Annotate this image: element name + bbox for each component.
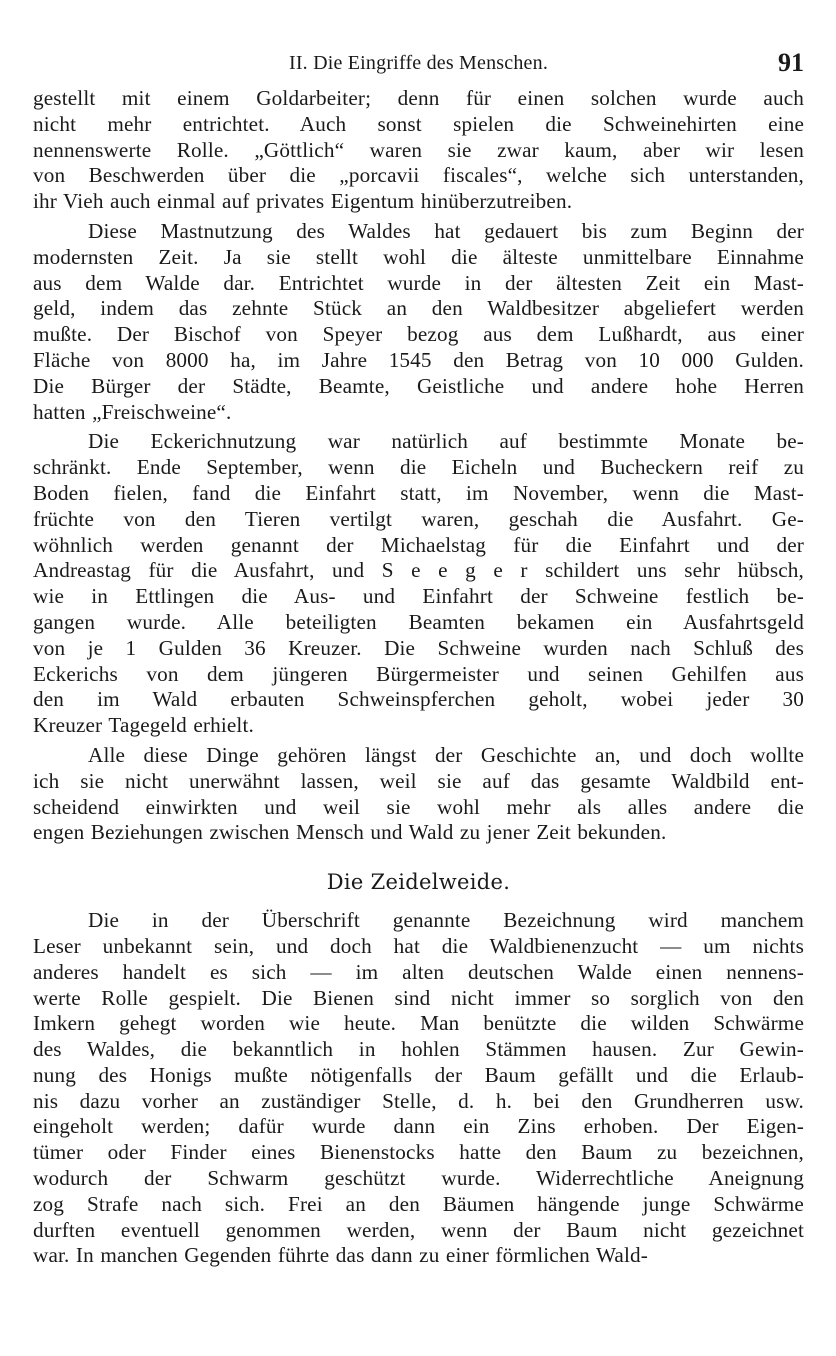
text-line: war. In manchen Gegenden führte das dann zu einer förmlichen Wald- <box>33 1243 648 1268</box>
text-line: nis dazu vorher an zuständiger Stelle, d. h. bei den Grundherren usw. <box>33 1088 804 1113</box>
text-line: Boden fielen, fand die Einfahrt statt, im November, wenn die Mast- <box>33 480 804 505</box>
text-line: hatten „Freischweine“. <box>33 399 232 424</box>
text-line: Kreuzer Tagegeld erhielt. <box>33 713 254 738</box>
text-line: von Beschwerden über die „porcavii fiscales“, welche sich unterstanden, <box>33 163 804 188</box>
text-line: wöhnlich werden genannt der Michaelstag für die Einfahrt und der <box>33 532 804 557</box>
paragraph <box>33 429 804 739</box>
paragraph <box>33 219 804 425</box>
text-line: modernsten Zeit. Ja sie stellt wohl die älteste unmittelbare Einnahme <box>33 244 804 269</box>
text-line: durften eventuell genommen werden, wenn der Baum nicht gezeichnet <box>33 1217 804 1242</box>
text-line: nennenswerte Rolle. „Göttlich“ waren sie zwar kaum, aber wir lesen <box>33 137 804 162</box>
paragraph <box>33 908 804 1269</box>
running-head <box>33 46 804 86</box>
text-line: geld, indem das zehnte Stück an den Waldbesitzer abgeliefert werden <box>33 296 804 321</box>
text-line: aus dem Walde dar. Entrichtet wurde in der ältesten Zeit ein Mast- <box>33 270 804 295</box>
text-line: des Waldes, die bekanntlich in hohlen Stämmen hausen. Zur Gewin- <box>33 1037 804 1062</box>
text-line: anderes handelt es sich — im alten deutschen Walde einen nennens- <box>33 959 804 984</box>
text-line: Eckerichs von dem jüngeren Bürgermeister und seinen Gehilfen aus <box>33 661 804 686</box>
section-text <box>33 908 804 1269</box>
text-line: Leser unbekannt sein, und doch hat die Waldbienenzucht — um nichts <box>33 933 804 958</box>
text-line: nicht mehr entrichtet. Auch sonst spielen die Schweinehirten eine <box>33 111 804 136</box>
text-line: Diese Mastnutzung des Waldes hat gedauert bis zum Beginn der <box>88 218 804 243</box>
text-line: tümer oder Finder eines Bienenstocks hatte den Baum zu bezeichnen, <box>33 1140 804 1165</box>
text-line: Die in der Überschrift genannte Bezeichnung wird manchem <box>88 908 804 933</box>
text-line: gangen wurde. Alle beteiligten Beamten bekamen ein Ausfahrtsgeld <box>33 609 804 634</box>
text-line: ihr Vieh auch einmal auf privates Eigentum hinüberzutreiben. <box>33 189 573 214</box>
text-line: scheidend einwirkten und weil sie wohl mehr als alles andere die <box>33 794 804 819</box>
text-line: ich sie nicht unerwähnt lassen, weil sie auf das gesamte Waldbild ent- <box>33 768 804 793</box>
text-line: wodurch der Schwarm geschützt wurde. Widerrechtliche Aneignung <box>33 1166 804 1191</box>
text-line: Die Bürger der Städte, Beamte, Geistliche und andere hohe Herren <box>33 373 804 398</box>
text-line: wie in Ettlingen die Aus- und Einfahrt der Schweine festlich be- <box>33 584 804 609</box>
text-line: werte Rolle gespielt. Die Bienen sind nicht immer so sorglich von den <box>33 985 804 1010</box>
paragraph <box>33 86 804 215</box>
text-line: den im Wald erbauten Schweinspferchen geholt, wobei jeder 30 <box>33 687 804 712</box>
text-line: eingeholt werden; dafür wurde dann ein Zins erhoben. Der Eigen- <box>33 1114 804 1139</box>
text-line: Alle diese Dinge gehören längst der Geschichte an, und doch wollte <box>88 742 804 767</box>
text-line: Andreastag für die Ausfahrt, und S e e g e r schildert uns sehr hübsch, <box>33 558 804 583</box>
text-line: nung des Honigs mußte nötigenfalls der Baum gefällt und die Erlaub- <box>33 1062 804 1087</box>
text-line: mußte. Der Bischof von Speyer bezog aus dem Lußhardt, aus einer <box>33 322 804 347</box>
page-number: 91 <box>778 48 804 77</box>
text-line: früchte von den Tieren vertilgt waren, geschah die Ausfahrt. Ge- <box>33 506 804 531</box>
text-line: von je 1 Gulden 36 Kreuzer. Die Schweine wurden nach Schluß des <box>33 635 804 660</box>
text-line: zog Strafe nach sich. Frei an den Bäumen hängende junge Schwärme <box>33 1191 804 1216</box>
running-title: II. Die Eingriffe des Menschen. <box>288 52 549 74</box>
main-text <box>33 86 804 846</box>
text-line: Fläche von 8000 ha, im Jahre 1545 den Betrag von 10 000 Gulden. <box>33 347 804 372</box>
text-line: engen Beziehungen zwischen Mensch und Wald zu jener Zeit bekunden. <box>33 820 667 845</box>
text-line: gestellt mit einem Goldarbeiter; denn für einen solchen wurde auch <box>33 86 804 110</box>
section-heading: Die Zeidelweide. <box>326 870 511 895</box>
text-line: Die Eckerichnutzung war natürlich auf bestimmte Monate be- <box>88 429 804 454</box>
text-line: schränkt. Ende September, wenn die Eicheln und Bucheckern reif zu <box>33 455 804 480</box>
text-line: Imkern gehegt worden wie heute. Man benützte die wilden Schwärme <box>33 1011 804 1036</box>
paragraph <box>33 743 804 846</box>
